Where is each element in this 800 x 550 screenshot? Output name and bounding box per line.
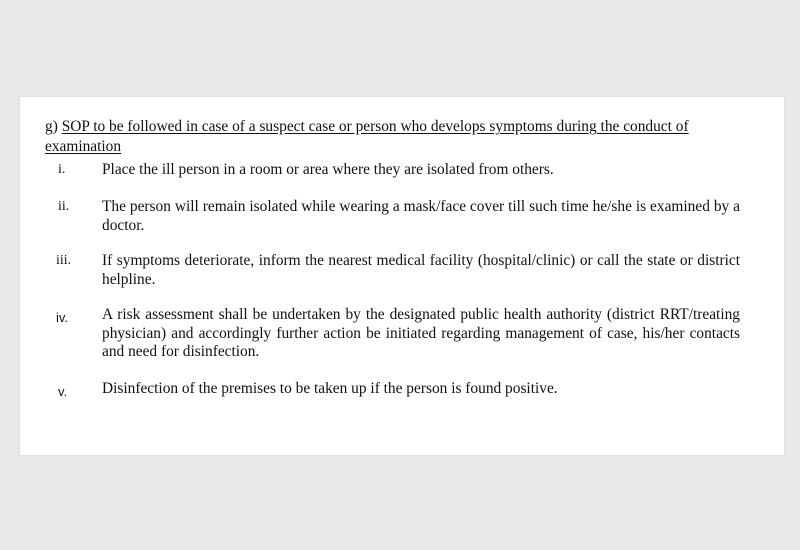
section-letter: g) [45, 118, 58, 135]
item-numeral: iii. [56, 253, 72, 268]
item-text: If symptoms deteriorate, inform the nearest medical facility (hospital/clinic) or call the state or district helpline. [102, 252, 740, 288]
item-numeral: v. [58, 384, 68, 399]
section-title-line1: SOP to be followed in case of a suspect case or person who develops symptoms during the conduct of [61, 118, 689, 135]
section-heading [45, 117, 765, 157]
section-title-line2: examination [45, 138, 122, 155]
item-numeral: iv. [56, 310, 69, 325]
item-numeral: i. [58, 162, 66, 177]
item-text: Place the ill person in a room or area where they are isolated from others. [102, 161, 554, 178]
item-text: A risk assessment shall be undertaken by the designated public health authority (district RRT/treating physician) and accordingly further action be initiated regarding management of case, his/her contacts and need for disinfection. [102, 306, 740, 360]
document-page [20, 97, 784, 455]
item-numeral: ii. [58, 199, 70, 214]
item-text: Disinfection of the premises to be taken up if the person is found positive. [102, 380, 558, 397]
item-text: The person will remain isolated while wearing a mask/face cover till such time he/she is examined by a doctor. [102, 198, 740, 234]
